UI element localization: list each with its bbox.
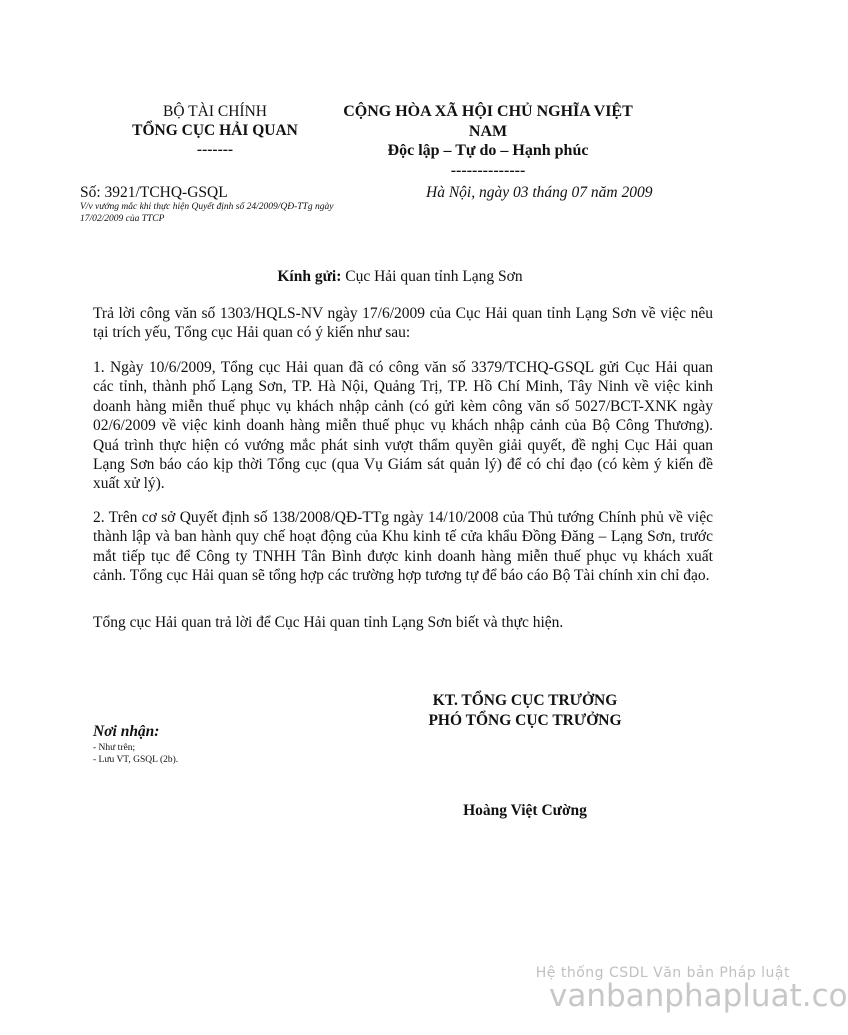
signature-line-1: KT. TỔNG CỤC TRƯỞNG — [432, 692, 618, 709]
signature-line-2: PHÓ TỔNG CỤC TRƯỞNG — [428, 711, 622, 729]
addressee-value: Cục Hải quan tỉnh Lạng Sơn — [341, 268, 523, 285]
parent-agency: BỘ TÀI CHÍNH — [163, 103, 267, 120]
document-number: Số: 3921/TCHQ-GSQL — [80, 184, 228, 201]
national-motto: Độc lập – Tự do – Hạnh phúc — [387, 142, 589, 159]
intro-paragraph: Trả lời công văn số 1303/HQLS-NV ngày 17/6/2009 của Cục Hải quan tỉnh Lạng Sơn về việc nêu tại trích yếu, Tổng cục Hải quan có ý kiến như sau: — [93, 305, 713, 342]
recipient-item: - Như trên; — [93, 743, 136, 753]
issuing-agency-block — [90, 102, 340, 159]
addressee-line — [80, 268, 720, 286]
recipients-list — [93, 742, 178, 766]
closing-paragraph: Tổng cục Hải quan trả lời để Cục Hải quan tỉnh Lạng Sơn biết và thực hiện. — [93, 614, 564, 631]
nation-line-1: CỘNG HÒA XÃ HỘI CHỦ NGHĨA VIỆT — [343, 103, 633, 120]
watermark-caption: Hệ thống CSDL Văn bản Pháp luật — [535, 965, 790, 981]
national-title-block — [338, 102, 638, 180]
recipient-item: - Lưu VT, GSQL (2b). — [93, 755, 179, 765]
signature-title-block — [400, 691, 650, 730]
document-subject: V/v vướng mắc khi thực hiện Quyết định số 24/2009/QĐ-TTg ngày 17/02/2009 của TTCP — [80, 202, 334, 224]
watermark-domain: vanbanphapluat.co — [549, 978, 848, 1014]
recipients-title: Nơi nhận: — [93, 723, 160, 740]
signer-name: Hoàng Việt Cường — [463, 802, 587, 819]
item-2-paragraph: 2. Trên cơ sở Quyết định số 138/2008/QĐ-TTg ngày 14/10/2008 của Thủ tướng Chính phủ về việc thành lập và ban hành quy chế hoạt động của Khu kinh tế cửa khẩu Đồng Đăng – Lạng Sơn, trước mắt tiếp tục để Công ty TNHH Tân Bình được kinh doanh hàng miễn thuế phục vụ khách xuất cảnh. Tổng cục Hải quan sẽ tổng hợp các trường hợp tương tự để báo cáo Bộ Tài chính xin chỉ đạo. — [93, 509, 713, 585]
agency-rule: ------- — [196, 141, 234, 158]
issue-date: Hà Nội, ngày 03 tháng 07 năm 2009 — [426, 184, 653, 201]
addressee-label: Kính gửi: — [277, 268, 342, 285]
item-1-paragraph: 1. Ngày 10/6/2009, Tổng cục Hải quan đã có công văn số 3379/TCHQ-GSQL gửi Cục Hải quan các tỉnh, thành phố Lạng Sơn, TP. Hà Nội, Quảng Trị, TP. Hồ Chí Minh, Tây Ninh về việc kinh doanh hàng miễn thuế phục vụ khách nhập cảnh (có gửi kèm công văn số 5027/BCT-XNK ngày 02/6/2009 về việc kinh doanh hàng miễn thuế phục vụ khách nhập cảnh của Bộ Công Thương). Quá trình thực hiện có vướng mắc phát sinh vượt thẩm quyền giải quyết, đề nghị Cục Hải quan Lạng Sơn báo cáo kịp thời Tổng cục (qua Vụ Giám sát quản lý) để có chỉ đạo (có kèm ý kiến đề xuất xử lý). — [93, 359, 713, 493]
issuing-agency: TỔNG CỤC HẢI QUAN — [132, 122, 298, 139]
nation-line-2: NAM — [468, 122, 508, 140]
motto-rule: -------------- — [450, 161, 526, 179]
